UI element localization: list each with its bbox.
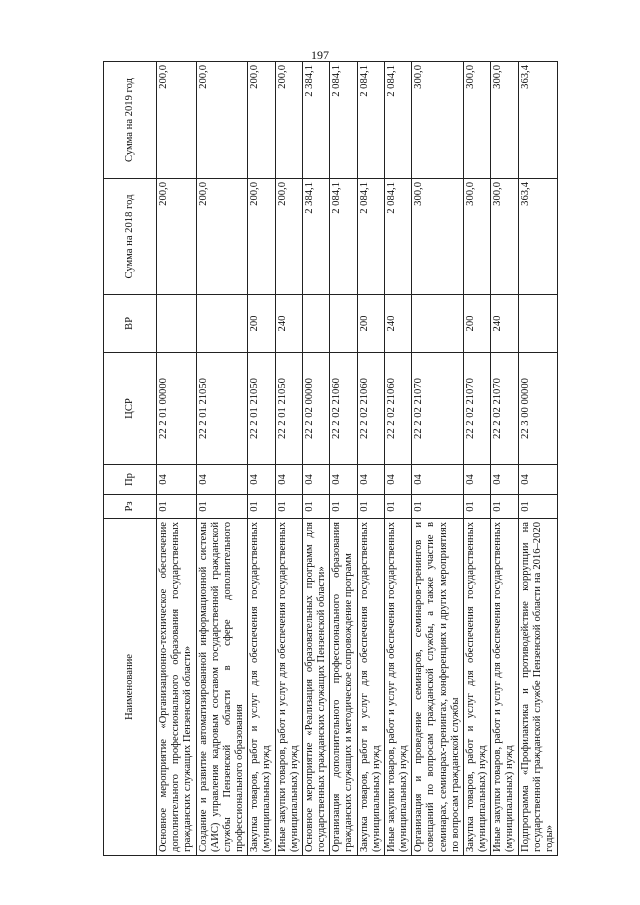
- table-row: [275, 62, 302, 856]
- cell-pr: 04: [357, 465, 384, 495]
- cell-pr: 04: [302, 465, 329, 495]
- cell-sum-2018: 2 084,1: [330, 179, 357, 295]
- rotated-page-area: [103, 62, 585, 856]
- cell-sum-2019: 363,4: [518, 62, 558, 179]
- header-pr: Пр: [104, 465, 157, 495]
- cell-name: Закупка товаров, работ и услуг для обеспечения государственных (муниципальных) нужд: [463, 519, 490, 856]
- cell-sum-2018: 200,0: [248, 179, 275, 295]
- header-sum-2018: Сумма на 2018 год: [104, 179, 157, 295]
- cell-csr: 22 2 01 00000: [157, 353, 197, 465]
- cell-rz: 01: [384, 495, 411, 519]
- cell-vr: [330, 295, 357, 353]
- cell-sum-2019: 2 084,1: [330, 62, 357, 179]
- cell-csr: 22 2 02 21060: [384, 353, 411, 465]
- cell-name: Организация и проведение семинаров, семинаров-тренингов и совещаний по вопросам гражданской службы, а также участие в семинарах, семинарах-тренингах, конференциях и других мероприятиях по вопросам гражданской службы: [412, 519, 464, 856]
- cell-rz: 01: [330, 495, 357, 519]
- cell-sum-2018: 200,0: [196, 179, 248, 295]
- cell-vr: [157, 295, 197, 353]
- cell-rz: 01: [412, 495, 464, 519]
- rotated-table-container: [103, 62, 585, 856]
- table-header-row: [104, 62, 157, 856]
- cell-sum-2018: 200,0: [157, 179, 197, 295]
- cell-csr: 22 2 02 21060: [330, 353, 357, 465]
- page-number: 197: [311, 48, 329, 62]
- cell-sum-2018: 363,4: [518, 179, 558, 295]
- cell-pr: 04: [275, 465, 302, 495]
- cell-sum-2019: 200,0: [248, 62, 275, 179]
- cell-sum-2018: 300,0: [463, 179, 490, 295]
- cell-csr: 22 2 02 21070: [463, 353, 490, 465]
- table-row: [491, 62, 518, 856]
- cell-pr: 04: [518, 465, 558, 495]
- table-row: [357, 62, 384, 856]
- cell-sum-2019: 200,0: [157, 62, 197, 179]
- cell-name: Закупка товаров, работ и услуг для обеспечения государственных (муниципальных) нужд: [357, 519, 384, 856]
- header-rz: Рз: [104, 495, 157, 519]
- cell-rz: 01: [518, 495, 558, 519]
- cell-sum-2019: 300,0: [491, 62, 518, 179]
- cell-pr: 04: [463, 465, 490, 495]
- table-body: [157, 62, 558, 856]
- cell-sum-2019: 200,0: [275, 62, 302, 179]
- cell-name: Закупка товаров, работ и услуг для обеспечения государственных (муниципальных) нужд: [248, 519, 275, 856]
- header-sum-2019: Сумма на 2019 год: [104, 62, 157, 179]
- table-row: [518, 62, 558, 856]
- cell-sum-2018: 300,0: [491, 179, 518, 295]
- cell-vr: 240: [275, 295, 302, 353]
- cell-name: Иные закупки товаров, работ и услуг для обеспечения государственных (муниципальных) нужд: [275, 519, 302, 856]
- cell-csr: 22 2 02 00000: [302, 353, 329, 465]
- cell-sum-2018: 200,0: [275, 179, 302, 295]
- cell-sum-2019: 300,0: [412, 62, 464, 179]
- cell-sum-2019: 200,0: [196, 62, 248, 179]
- cell-rz: 01: [157, 495, 197, 519]
- table-row: [248, 62, 275, 856]
- cell-sum-2019: 2 384,1: [302, 62, 329, 179]
- cell-sum-2018: 2 384,1: [302, 179, 329, 295]
- table-row: [196, 62, 248, 856]
- cell-csr: 22 3 00 00000: [518, 353, 558, 465]
- cell-vr: [196, 295, 248, 353]
- cell-sum-2019: 300,0: [463, 62, 490, 179]
- cell-vr: 200: [357, 295, 384, 353]
- cell-csr: 22 2 01 21050: [275, 353, 302, 465]
- cell-sum-2018: 300,0: [412, 179, 464, 295]
- cell-pr: 04: [384, 465, 411, 495]
- cell-name: Подпрограмма «Профилактика и противодействие коррупции на государственной гражданской службе Пензенской области на 2016–2020 годы»: [518, 519, 558, 856]
- cell-name: Организация дополнительного профессионального образования гражданских служащих и методическое сопровождение программ: [330, 519, 357, 856]
- cell-pr: 04: [330, 465, 357, 495]
- cell-sum-2019: 2 084,1: [384, 62, 411, 179]
- cell-pr: 04: [491, 465, 518, 495]
- table-row: [384, 62, 411, 856]
- cell-pr: 04: [248, 465, 275, 495]
- cell-vr: 200: [463, 295, 490, 353]
- cell-rz: 01: [196, 495, 248, 519]
- cell-vr: [412, 295, 464, 353]
- cell-sum-2018: 2 084,1: [357, 179, 384, 295]
- cell-pr: 04: [196, 465, 248, 495]
- cell-csr: 22 2 02 21060: [357, 353, 384, 465]
- cell-csr: 22 2 02 21070: [491, 353, 518, 465]
- cell-sum-2018: 2 084,1: [384, 179, 411, 295]
- header-csr: ЦСР: [104, 353, 157, 465]
- cell-vr: [518, 295, 558, 353]
- cell-vr: 200: [248, 295, 275, 353]
- cell-csr: 22 2 01 21050: [196, 353, 248, 465]
- cell-vr: [302, 295, 329, 353]
- table-row: [157, 62, 197, 856]
- budget-table: [103, 61, 558, 856]
- cell-vr: 240: [384, 295, 411, 353]
- cell-rz: 01: [463, 495, 490, 519]
- cell-rz: 01: [302, 495, 329, 519]
- cell-csr: 22 2 01 21050: [248, 353, 275, 465]
- table-row: [463, 62, 490, 856]
- cell-vr: 240: [491, 295, 518, 353]
- table-row: [302, 62, 329, 856]
- table-row: [412, 62, 464, 856]
- cell-name: Создание и развитие автоматизированной информационной системы (АИС) управления кадровым составом государственной гражданской службы Пензенской области в сфере дополнительного профессионального образования: [196, 519, 248, 856]
- cell-rz: 01: [275, 495, 302, 519]
- cell-name: Иные закупки товаров, работ и услуг для обеспечения государственных (муниципальных) нужд: [384, 519, 411, 856]
- header-name: Наименование: [104, 519, 157, 856]
- cell-sum-2019: 2 084,1: [357, 62, 384, 179]
- cell-name: Иные закупки товаров, работ и услуг для обеспечения государственных (муниципальных) нужд: [491, 519, 518, 856]
- cell-pr: 04: [157, 465, 197, 495]
- table-row: [330, 62, 357, 856]
- cell-pr: 04: [412, 465, 464, 495]
- header-vr: ВР: [104, 295, 157, 353]
- cell-csr: 22 2 02 21070: [412, 353, 464, 465]
- cell-name: Основное мероприятие «Организационно-техническое обеспечение дополнительного профессионального образования государственных гражданских служащих Пензенской области»: [157, 519, 197, 856]
- cell-rz: 01: [248, 495, 275, 519]
- cell-rz: 01: [357, 495, 384, 519]
- cell-rz: 01: [491, 495, 518, 519]
- cell-name: Основное мероприятие «Реализация образовательных программ для государственных гражданских служащих Пензенской области»: [302, 519, 329, 856]
